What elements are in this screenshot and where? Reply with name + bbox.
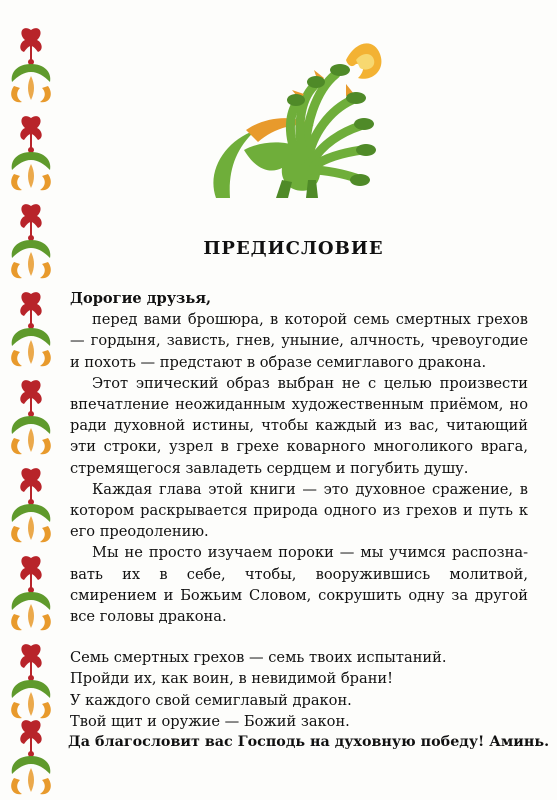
poem-line: Твой щит и оружие — Божий закон.: [70, 712, 350, 730]
greeting: Дорогие друзья,: [70, 290, 212, 307]
paragraph: перед вами брошюра, в которой семь смертных грехов — гордыня, зависть, гнев, уныние, алчность, чревоугодие и похоть — предстают в образе семиглавого дракона.: [70, 311, 528, 371]
poem-line: Пройди их, как воин, в невидимой брани!: [70, 670, 394, 688]
ornament-border: [0, 0, 62, 800]
page-title: ПРЕДИСЛОВИЕ: [203, 238, 384, 259]
paragraph: Мы не просто изучаем пороки — мы учимся распознавать их в себе, чтобы, вооружившись молитвой, смирением и Божьим Словом, сокрушить одну за другой все головы дракона.: [70, 544, 528, 626]
paragraph: Этот эпический образ выбран не с целью произвести впечатление неожиданным художественным приёмом, но ради духовной истины, чтобы каждый из вас, читающий эти строки, узрел в грехе коварного многоликого врага, стремящегося завладеть сердцем и погубить душу.: [70, 374, 528, 477]
preface-text: [70, 288, 528, 732]
blessing: Да благословит вас Господь на духовную победу! Аминь.: [68, 734, 550, 750]
paragraph: Каждая глава этой книги — это духовное сражение, в котором раскрывается природа одного из грехов и путь к его преодолению.: [70, 480, 528, 541]
dragon-illustration: [196, 30, 396, 202]
poem-line: Семь смертных грехов — семь твоих испытаний.: [70, 649, 447, 667]
poem-line: У каждого свой семиглавый дракон.: [70, 691, 352, 709]
